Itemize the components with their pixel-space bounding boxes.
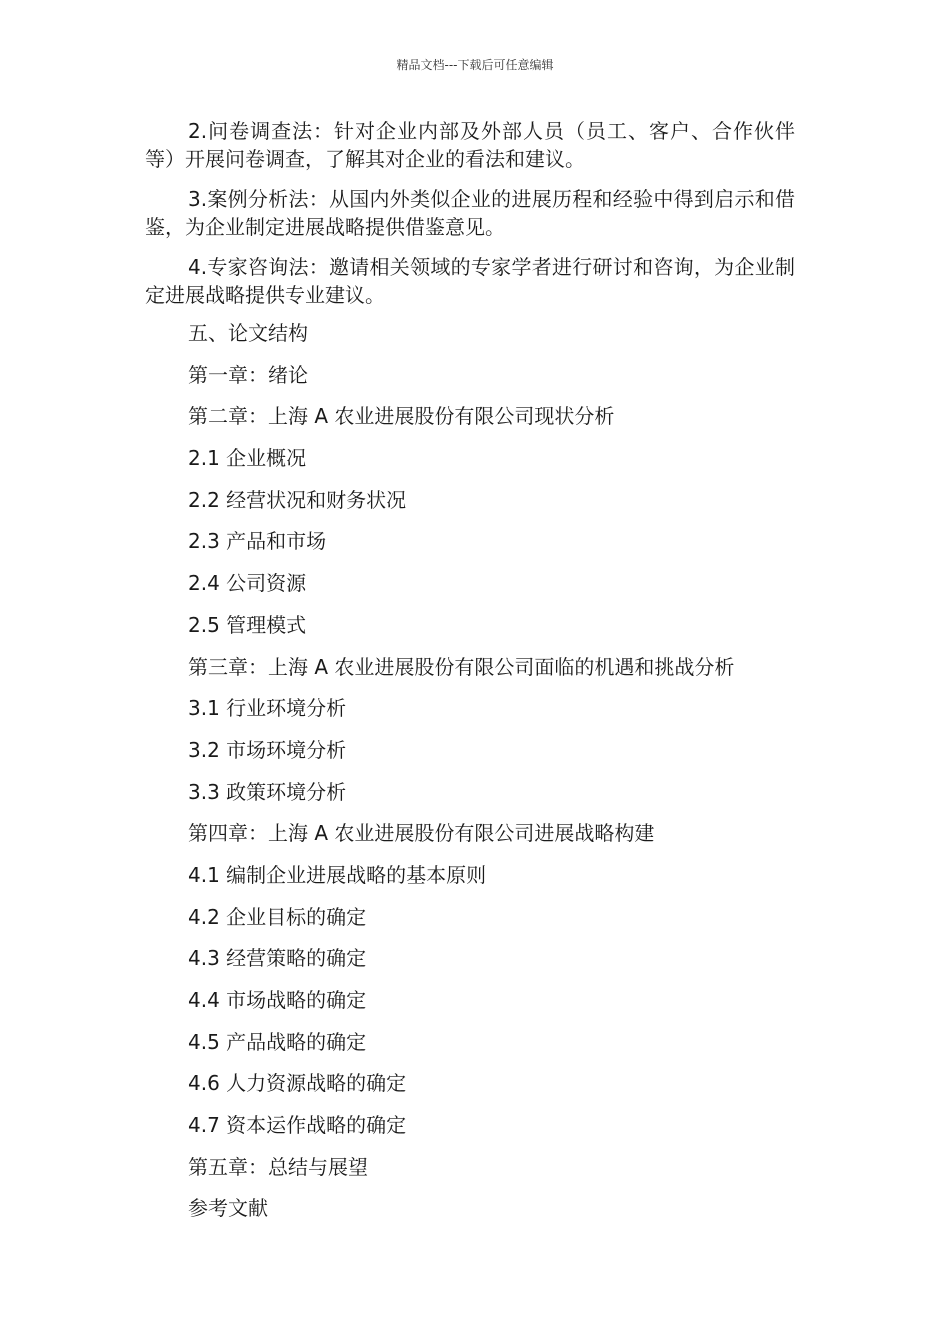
method-expert-consultation-paragraph: 4.专家咨询法：邀请相关领域的专家学者进行研讨和咨询，为企业制定进展战略提供专业建议。 — [145, 255, 795, 307]
section-4-5: 4.5 产品战略的确定 — [188, 1029, 367, 1054]
chapter-1-heading: 第一章：绪论 — [188, 362, 308, 387]
chapter-4-heading: 第四章：上海 A 农业进展股份有限公司进展战略构建 — [188, 821, 655, 846]
section-4-3: 4.3 经营策略的确定 — [188, 946, 367, 971]
section-4-4: 4.4 市场战略的确定 — [188, 988, 367, 1012]
section-3-2: 3.2 市场环境分析 — [188, 737, 347, 762]
section-2-5: 2.5 管理模式 — [188, 612, 307, 637]
chapter-5-heading: 第五章：总结与展望 — [188, 1154, 368, 1179]
method-case-analysis-paragraph: 3.案例分析法：从国内外类似企业的进展历程和经验中得到启示和借鉴，为企业制定进展战略提供借鉴意见。 — [145, 187, 795, 239]
section-2-1: 2.1 企业概况 — [188, 446, 307, 471]
section-4-7: 4.7 资本运作战略的确定 — [188, 1113, 407, 1138]
section-4-6: 4.6 人力资源战略的确定 — [188, 1071, 407, 1096]
references-heading: 参考文献 — [188, 1196, 268, 1221]
chapter-2-heading: 第二章：上海 A 农业进展股份有限公司现状分析 — [188, 404, 615, 429]
section-2-4: 2.4 公司资源 — [188, 571, 307, 596]
document-body — [145, 117, 795, 1230]
section-heading-thesis-structure: 五、论文结构 — [188, 321, 308, 345]
method-paragraphs — [145, 117, 795, 309]
thesis-structure-outline — [145, 313, 795, 1230]
section-2-2: 2.2 经营状况和财务状况 — [188, 487, 407, 512]
section-4-2: 4.2 企业目标的确定 — [188, 904, 367, 929]
section-4-1: 4.1 编制企业进展战略的基本原则 — [188, 862, 487, 887]
chapter-3-heading: 第三章：上海 A 农业进展股份有限公司面临的机遇和挑战分析 — [188, 654, 735, 679]
method-questionnaire-paragraph: 2.问卷调查法：针对企业内部及外部人员（员工、客户、合作伙伴等）开展问卷调查，了解其对企业的看法和建议。 — [145, 119, 795, 171]
section-2-3: 2.3 产品和市场 — [188, 529, 327, 554]
section-3-3: 3.3 政策环境分析 — [188, 779, 347, 804]
page-header: 精品文档---下载后可任意编辑 — [396, 58, 554, 72]
section-3-1: 3.1 行业环境分析 — [188, 696, 347, 721]
